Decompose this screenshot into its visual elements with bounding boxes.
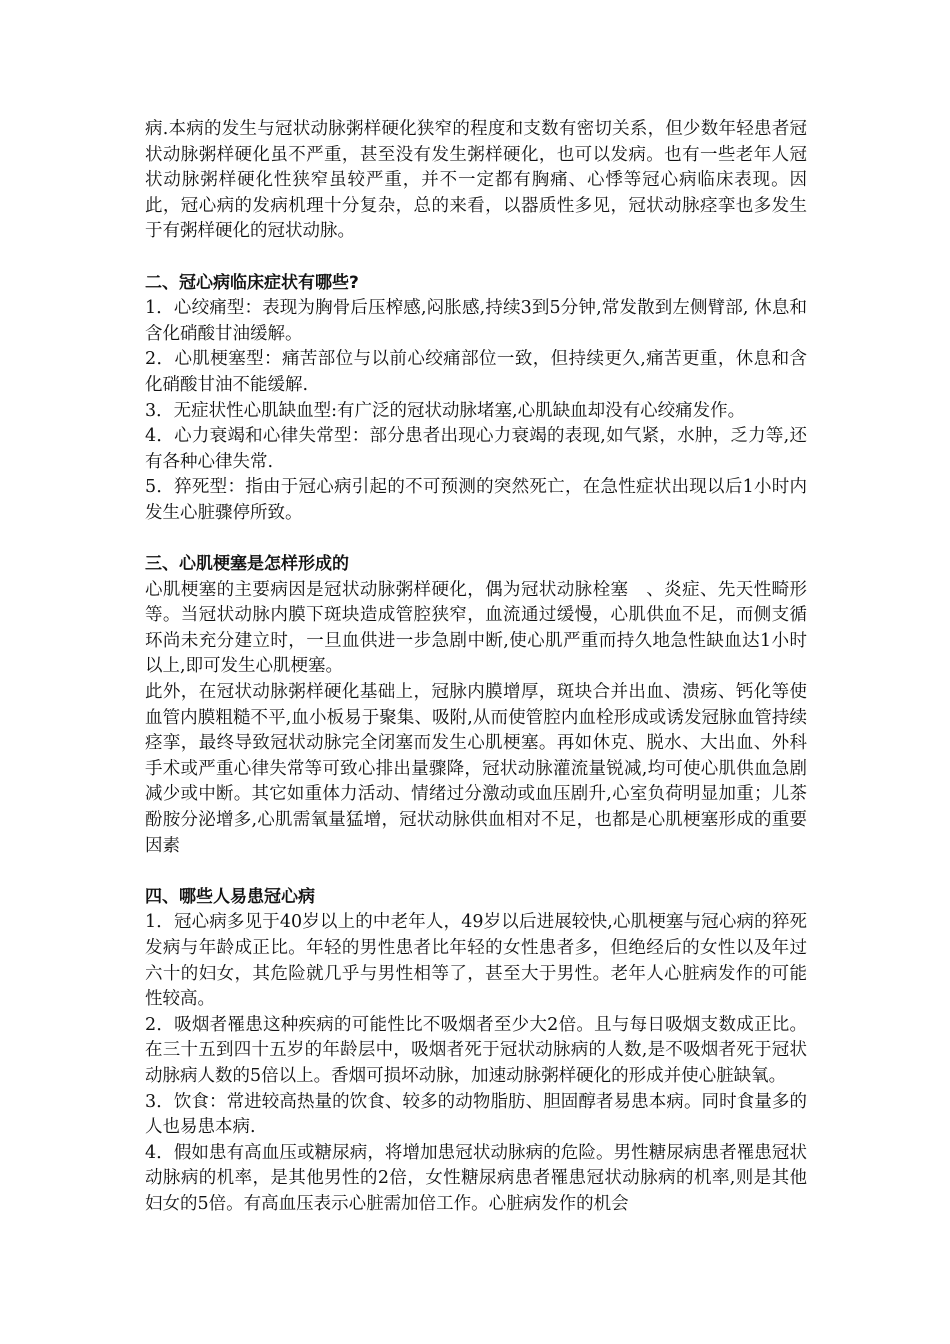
symptom-item-2: 2．心肌梗塞型：痛苦部位与以前心绞痛部位一致，但持续更久,痛苦更重，休息和含化硝酸甘油不能缓解. xyxy=(145,349,807,395)
symptom-item-1: 1．心绞痛型：表现为胸骨后压榨感,闷胀感,持续3到5分钟,常发散到左侧臂部, 休息和含化硝酸甘油缓解。 xyxy=(145,298,807,344)
section-gap xyxy=(145,859,807,885)
symptom-item-3: 3．无症状性心肌缺血型:有广泛的冠状动脉堵塞,心肌缺血却没有心绞痛发作。 xyxy=(145,400,746,421)
section-heading-infarction: 三、心肌梗塞是怎样形成的 xyxy=(145,554,349,575)
intro-paragraph: 病.本病的发生与冠状动脉粥样硬化狭窄的程度和支数有密切关系，但少数年轻患者冠状动脉粥样硬化虽不严重，甚至没有发生粥样硬化，也可以发病。也有一些老年人冠状动脉粥样硬化性狭窄虽较严重，并不一定都有胸痛、心悸等冠心病临床表现。因此，冠心病的发病机理十分复杂，总的来看，以器质性多见，冠状动脉痉挛也多发生于有粥样硬化的冠状动脉。 xyxy=(145,119,807,242)
section-gap xyxy=(145,527,807,553)
section-heading-risk-groups: 四、哪些人易患冠心病 xyxy=(145,886,315,907)
document-page xyxy=(145,117,807,1218)
infarction-paragraph-1: 心肌梗塞的主要病因是冠状动脉粥样硬化，偶为冠状动脉栓塞 、炎症、先天性畸形等。当冠状动脉内膜下斑块造成管腔狭窄，血流通过缓慢，心肌供血不足，而侧支循环尚未充分建立时，一旦血供进一步急剧中断,使心肌严重而持久地急性缺血达1小时以上,即可发生心肌梗塞。 xyxy=(145,579,807,677)
risk-item-2: 2．吸烟者罹患这种疾病的可能性比不吸烟者至少大2倍。且与每日吸烟支数成正比。在三十五到四十五岁的年龄层中，吸烟者死于冠状动脉病的人数,是不吸烟者死于冠状动脉病人数的5倍以上。香烟可损坏动脉，加速动脉粥样硬化的形成并使心脏缺氧。 xyxy=(145,1014,807,1086)
symptom-item-5: 5．猝死型：指由于冠心病引起的不可预测的突然死亡，在急性症状出现以后1小时内发生心脏骤停所致。 xyxy=(145,477,807,523)
risk-item-1: 1．冠心病多见于40岁以上的中老年人，49岁以后进展较快,心肌梗塞与冠心病的猝死发病与年龄成正比。年轻的男性患者比年轻的女性患者多，但绝经后的女性以及年过六十的妇女，其危险就几乎与男性相等了，甚至大于男性。老年人心脏病发作的可能性较高。 xyxy=(145,912,807,1010)
infarction-paragraph-2: 此外，在冠状动脉粥样硬化基础上，冠脉内膜增厚，斑块合并出血、溃疡、钙化等使血管内膜粗糙不平,血小板易于聚集、吸附,从而使管腔内血栓形成或诱发冠脉血管持续痉挛，最终导致冠状动脉完全闭塞而发生心肌梗塞。再如休克、脱水、大出血、外科手术或严重心律失常等可致心排出量骤降，冠状动脉灌流量锐减,均可使心肌供血急剧减少或中断。其它如重体力活动、情绪过分激动或血压剧升,心室负荷明显加重；儿茶酚胺分泌增多,心肌需氧量猛增，冠状动脉供血相对不足，也都是心肌梗塞形成的重要因素 xyxy=(145,682,807,856)
section-heading-symptoms: 二、冠心病临床症状有哪些? xyxy=(145,272,359,293)
section-gap xyxy=(145,245,807,271)
risk-item-4: 4．假如患有高血压或糖尿病，将增加患冠状动脉病的危险。男性糖尿病患者罹患冠状动脉病的机率，是其他男性的2倍，女性糖尿病患者罹患冠状动脉病的机率,则是其他妇女的5倍。有高血压表示心脏需加倍工作。心脏病发作的机会 xyxy=(145,1142,807,1214)
risk-item-3: 3．饮食：常进较高热量的饮食、较多的动物脂肪、胆固醇者易患本病。同时食量多的人也易患本病. xyxy=(145,1091,807,1138)
symptom-item-4: 4．心力衰竭和心律失常型：部分患者出现心力衰竭的表现,如气紧，水肿，乏力等,还有各种心律失常. xyxy=(145,426,807,472)
